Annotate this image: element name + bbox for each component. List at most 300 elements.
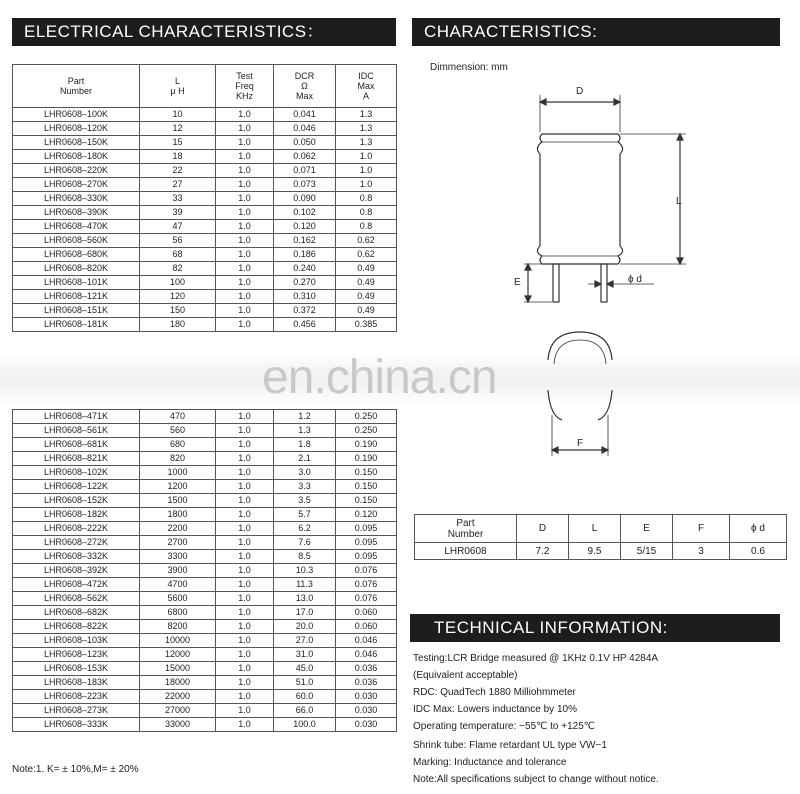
table-cell: LHR0608–150K [13, 136, 140, 150]
table-cell: 0.073 [274, 178, 336, 192]
table-cell: 1000 [140, 466, 216, 480]
table-cell: 1.0 [216, 276, 274, 290]
table-cell: 2.1 [274, 452, 336, 466]
table-row [13, 206, 397, 220]
dimension-table-header [415, 515, 787, 543]
electrical-table-top [12, 64, 397, 332]
table-cell: LHR0608–100K [13, 108, 140, 122]
watermark-text: en.china.cn [262, 351, 497, 404]
dim-cell: 9.5 [569, 543, 621, 560]
table-row [13, 718, 397, 732]
table-cell: 10 [140, 108, 216, 122]
table-cell: LHR0608–222K [13, 522, 140, 536]
table-cell: 1.0 [216, 424, 274, 438]
header-line: Freq [235, 81, 254, 91]
table-cell: 100.0 [274, 718, 336, 732]
table-cell: 20.0 [274, 620, 336, 634]
table-cell: 1.0 [216, 438, 274, 452]
table-cell: 1.3 [274, 424, 336, 438]
table-cell: 0.095 [336, 536, 397, 550]
table-row [13, 150, 397, 164]
table-cell: 1.3 [336, 108, 397, 122]
table-cell: 1.0 [216, 494, 274, 508]
table-cell: 0.190 [336, 438, 397, 452]
table-cell: 0.041 [274, 108, 336, 122]
dim-cell: 0.6 [730, 543, 787, 560]
table-cell: 56 [140, 234, 216, 248]
arrow-l-top [677, 134, 683, 140]
header-line: Max [357, 81, 375, 91]
table-cell: 180 [140, 318, 216, 332]
header-line: Ω [301, 81, 308, 91]
table-row [13, 410, 397, 424]
arrow-f-left [552, 447, 558, 453]
dim-cell: 7.2 [517, 543, 569, 560]
table-cell: 27 [140, 178, 216, 192]
table-cell: 0.8 [336, 220, 397, 234]
table-cell: 0.062 [274, 150, 336, 164]
table-cell: 0.8 [336, 192, 397, 206]
table-row [13, 178, 397, 192]
table-cell: 1.0 [216, 536, 274, 550]
header-line: μ H [170, 86, 185, 96]
table-cell: 0.385 [336, 318, 397, 332]
table-cell: 51.0 [274, 676, 336, 690]
table-cell: LHR0608–560K [13, 234, 140, 248]
table-row [13, 424, 397, 438]
table-cell: 6.2 [274, 522, 336, 536]
table-cell: 1.0 [216, 662, 274, 676]
table-cell: 0.150 [336, 480, 397, 494]
table-cell: 1.0 [216, 192, 274, 206]
table-cell: 0.120 [274, 220, 336, 234]
table-cell: 0.060 [336, 606, 397, 620]
table-cell: 39 [140, 206, 216, 220]
table-cell: 0.030 [336, 718, 397, 732]
table-cell: 0.250 [336, 424, 397, 438]
table-cell: LHR0608–101K [13, 276, 140, 290]
table-cell: 8.5 [274, 550, 336, 564]
label-d: D [576, 86, 584, 97]
table-cell: 0.046 [274, 122, 336, 136]
table-cell: 0.62 [336, 248, 397, 262]
table-cell: 0.060 [336, 620, 397, 634]
table-cell: 1.0 [216, 564, 274, 578]
table-cell: 1.0 [216, 136, 274, 150]
table-cell: 1.0 [336, 178, 397, 192]
table-cell: 1.0 [216, 704, 274, 718]
table-cell: 100 [140, 276, 216, 290]
table-cell: LHR0608–183K [13, 676, 140, 690]
table-cell: LHR0608–181K [13, 318, 140, 332]
table-cell: LHR0608–562K [13, 592, 140, 606]
dim-header-d: D [517, 515, 569, 543]
table-row [13, 122, 397, 136]
table-cell: 1.0 [216, 718, 274, 732]
table-cell: LHR0608–471K [13, 410, 140, 424]
table-cell: 1.0 [216, 206, 274, 220]
table-cell: 1.0 [216, 410, 274, 424]
top-view-arc-inner [554, 340, 606, 364]
dim-header-f: F [673, 515, 730, 543]
table-cell: LHR0608–152K [13, 494, 140, 508]
table-row [13, 676, 397, 690]
table-cell: 1.0 [216, 150, 274, 164]
table-cell: LHR0608–821K [13, 452, 140, 466]
table-cell: LHR0608–332K [13, 550, 140, 564]
table-cell: LHR0608–273K [13, 704, 140, 718]
table-cell: 1.0 [216, 262, 274, 276]
table-cell: 1.0 [216, 550, 274, 564]
table-cell: 560 [140, 424, 216, 438]
table-cell: 1.0 [216, 122, 274, 136]
table-cell: LHR0608–330K [13, 192, 140, 206]
table-cell: 1.8 [274, 438, 336, 452]
dim-header-part-number [415, 515, 517, 543]
table-cell: 0.095 [336, 550, 397, 564]
table-cell: 1.0 [216, 234, 274, 248]
table-cell: 12 [140, 122, 216, 136]
header-inductance [140, 65, 216, 108]
header-line: DCR [294, 71, 315, 81]
table-cell: 15000 [140, 662, 216, 676]
label-l: L [676, 196, 682, 207]
table-cell: 1.0 [216, 690, 274, 704]
table-cell: 47 [140, 220, 216, 234]
table-cell: 1.0 [216, 606, 274, 620]
table-cell: 0.240 [274, 262, 336, 276]
table-cell: LHR0608–122K [13, 480, 140, 494]
table-cell: 150 [140, 304, 216, 318]
table-cell: 0.372 [274, 304, 336, 318]
table-cell: 1.0 [216, 318, 274, 332]
table-cell: LHR0608–470K [13, 220, 140, 234]
table-cell: 1.0 [216, 290, 274, 304]
table-cell: 66.0 [274, 704, 336, 718]
arrow-e-bottom [525, 296, 531, 302]
table-cell: 1.0 [216, 508, 274, 522]
tolerance-note: Note:1. K= ± 10%,M= ± 20% [12, 764, 139, 775]
table-row [13, 480, 397, 494]
table-cell: 1500 [140, 494, 216, 508]
table-cell: LHR0608–820K [13, 262, 140, 276]
table-cell: LHR0608–272K [13, 536, 140, 550]
table-cell: LHR0608–180K [13, 150, 140, 164]
table-cell: 120 [140, 290, 216, 304]
table-cell: 3900 [140, 564, 216, 578]
arrow-d-left [540, 99, 546, 105]
table-cell: 1.2 [274, 410, 336, 424]
table-cell: 0.62 [336, 234, 397, 248]
table-cell: 0.050 [274, 136, 336, 150]
table-cell: 0.030 [336, 704, 397, 718]
dim-cell: LHR0608 [415, 543, 517, 560]
table-cell: LHR0608–102K [13, 466, 140, 480]
dim-cell: 3 [673, 543, 730, 560]
table-cell: 0.120 [336, 508, 397, 522]
header-line: L [174, 76, 180, 86]
table-cell: 1.0 [216, 164, 274, 178]
table-row [13, 704, 397, 718]
table-cell: 0.046 [336, 648, 397, 662]
characteristics-title: CHARACTERISTICS: [424, 22, 598, 41]
table-cell: 0.250 [336, 410, 397, 424]
table-cell: 1.0 [216, 178, 274, 192]
electrical-characteristics-banner [12, 18, 396, 46]
table-cell: 3.3 [274, 480, 336, 494]
inductor-dimension-drawing [490, 70, 710, 470]
header-line: Test [236, 71, 253, 81]
table-cell: 27000 [140, 704, 216, 718]
label-e: E [514, 277, 521, 288]
table-cell: 0.162 [274, 234, 336, 248]
table-cell: LHR0608–121K [13, 290, 140, 304]
dimension-unit-label: Dimmension: mm [430, 62, 508, 73]
table-row [13, 522, 397, 536]
top-view-arc-bottom-right [598, 390, 612, 420]
table-cell: 0.071 [274, 164, 336, 178]
table-row [13, 550, 397, 564]
tech-line-shrink-tube: Shrink tube: Flame retardant UL type VW−1 [413, 740, 607, 751]
arrow-f-right [602, 447, 608, 453]
table-row [13, 318, 397, 332]
table-cell: LHR0608–561K [13, 424, 140, 438]
table-cell: 7.6 [274, 536, 336, 550]
table-cell: 13.0 [274, 592, 336, 606]
table-cell: 68 [140, 248, 216, 262]
table-row [13, 108, 397, 122]
table-cell: 1.0 [216, 466, 274, 480]
table-cell: 680 [140, 438, 216, 452]
table-row [13, 592, 397, 606]
header-line: KHz [235, 91, 253, 101]
table-cell: LHR0608–103K [13, 634, 140, 648]
tech-line-note: Note:All specifications subject to change without notice. [413, 774, 659, 785]
table-cell: 0.186 [274, 248, 336, 262]
header-dcr [274, 65, 336, 108]
table-cell: 33000 [140, 718, 216, 732]
tech-line-marking: Marking: Inductance and tolerance [413, 757, 567, 768]
arrow-phi-d-right [607, 281, 613, 287]
table-row [13, 634, 397, 648]
table-cell: 0.076 [336, 564, 397, 578]
table-cell: 60.0 [274, 690, 336, 704]
table-row [13, 494, 397, 508]
table-cell: 0.49 [336, 262, 397, 276]
tech-line-temperature: Operating temperature: −55℃ to +125℃ [413, 721, 596, 732]
table-cell: 0.090 [274, 192, 336, 206]
table-cell: 0.150 [336, 466, 397, 480]
table-cell: 0.49 [336, 290, 397, 304]
table-cell: 3.5 [274, 494, 336, 508]
table-row [13, 620, 397, 634]
table-cell: 2200 [140, 522, 216, 536]
inductor-body [537, 134, 622, 264]
header-idc [336, 65, 397, 108]
table-cell: 0.030 [336, 690, 397, 704]
table-cell: 1.0 [336, 164, 397, 178]
tech-line-rdc: RDC: QuadTech 1880 Milliohmmeter [413, 687, 576, 698]
arrow-phi-d-left [595, 281, 601, 287]
table-cell: 1800 [140, 508, 216, 522]
table-cell: 82 [140, 262, 216, 276]
label-phi-d: ϕ d [628, 274, 642, 285]
table-cell: 1.3 [336, 136, 397, 150]
table-cell: 3300 [140, 550, 216, 564]
table-cell: LHR0608–220K [13, 164, 140, 178]
table-cell: 0.150 [336, 494, 397, 508]
table-cell: 1.0 [216, 220, 274, 234]
table-cell: 1.3 [336, 122, 397, 136]
table-cell: 12000 [140, 648, 216, 662]
table-cell: LHR0608–392K [13, 564, 140, 578]
dim-header-e: E [621, 515, 673, 543]
table-cell: 0.456 [274, 318, 336, 332]
table-cell: LHR0608–270K [13, 178, 140, 192]
table-cell: 1.0 [216, 592, 274, 606]
table-row [13, 452, 397, 466]
top-view-arc-outer [548, 332, 612, 360]
table-cell: 6800 [140, 606, 216, 620]
technical-information-banner [410, 614, 780, 642]
header-line: Max [295, 91, 313, 101]
dim-cell: 5/15 [621, 543, 673, 560]
header-line: IDC [358, 71, 374, 81]
table-cell: LHR0608–223K [13, 690, 140, 704]
table-cell: 4700 [140, 578, 216, 592]
table-cell: 0.095 [336, 522, 397, 536]
header-test-freq [216, 65, 274, 108]
table-cell: 0.102 [274, 206, 336, 220]
table-cell: 0.310 [274, 290, 336, 304]
table-cell: LHR0608–390K [13, 206, 140, 220]
table-row [13, 564, 397, 578]
table-row [13, 466, 397, 480]
dimension-table [414, 514, 787, 560]
table-cell: 0.190 [336, 452, 397, 466]
table-cell: 0.270 [274, 276, 336, 290]
table-row [13, 648, 397, 662]
table-cell: 10000 [140, 634, 216, 648]
table-cell: 1.0 [216, 108, 274, 122]
table-cell: 0.076 [336, 592, 397, 606]
dim-header-phi-d: ϕ d [730, 515, 787, 543]
table-cell: 33 [140, 192, 216, 206]
header-part-number [13, 65, 140, 108]
table-row [13, 508, 397, 522]
table-cell: 1.0 [336, 150, 397, 164]
table-cell: 15 [140, 136, 216, 150]
table-row [13, 536, 397, 550]
arrow-l-bottom [677, 258, 683, 264]
table-cell: 0.8 [336, 206, 397, 220]
table-row [13, 164, 397, 178]
table-cell: 10.3 [274, 564, 336, 578]
table-cell: LHR0608–682K [13, 606, 140, 620]
table-cell: LHR0608–153K [13, 662, 140, 676]
label-f: F [577, 438, 584, 449]
table-cell: 17.0 [274, 606, 336, 620]
lead-left [553, 264, 559, 302]
table-cell: 0.49 [336, 276, 397, 290]
table-cell: 1.0 [216, 578, 274, 592]
dim-header-l: L [569, 515, 621, 543]
header-line: Number [447, 528, 484, 540]
table-cell: 0.076 [336, 578, 397, 592]
table-cell: LHR0608–472K [13, 578, 140, 592]
table-cell: 1200 [140, 480, 216, 494]
table-cell: 0.036 [336, 662, 397, 676]
table-cell: 820 [140, 452, 216, 466]
header-line: Part [67, 76, 85, 86]
table-cell: 45.0 [274, 662, 336, 676]
table-row [13, 290, 397, 304]
table-cell: 1.0 [216, 248, 274, 262]
table-cell: 1.0 [216, 634, 274, 648]
table-row [13, 262, 397, 276]
table-row [13, 136, 397, 150]
table-cell: LHR0608–681K [13, 438, 140, 452]
arrow-e-top [525, 264, 531, 270]
table-row [13, 606, 397, 620]
table-cell: 1.0 [216, 620, 274, 634]
technical-information-title: TECHNICAL INFORMATION: [434, 618, 668, 637]
table-row [13, 220, 397, 234]
table-header-row [13, 65, 397, 108]
table-cell: LHR0608–123K [13, 648, 140, 662]
table-cell: 0.046 [336, 634, 397, 648]
table-row [13, 438, 397, 452]
table-cell: 1.0 [216, 480, 274, 494]
table-cell: 27.0 [274, 634, 336, 648]
table-cell: 8200 [140, 620, 216, 634]
table-row [13, 276, 397, 290]
table-cell: 5.7 [274, 508, 336, 522]
lead-right [601, 264, 607, 302]
header-line: A [362, 91, 369, 101]
table-cell: 18000 [140, 676, 216, 690]
header-line: Part [456, 517, 475, 529]
header-line: Number [59, 86, 92, 96]
tech-line-testing: Testing:LCR Bridge measured @ 1KHz 0.1V HP 4284A [413, 653, 659, 664]
table-cell: 1.0 [216, 676, 274, 690]
table-cell: 1.0 [216, 304, 274, 318]
table-row [13, 234, 397, 248]
table-cell: LHR0608–182K [13, 508, 140, 522]
table-cell: LHR0608–822K [13, 620, 140, 634]
table-cell: 1.0 [216, 522, 274, 536]
table-cell: 31.0 [274, 648, 336, 662]
top-view-arc-bottom-left [548, 390, 562, 420]
table-cell: LHR0608–333K [13, 718, 140, 732]
table-cell: 1.0 [216, 648, 274, 662]
table-cell: 1.0 [216, 452, 274, 466]
tech-line-equivalent: (Equivalent acceptable) [413, 670, 518, 681]
table-row [13, 248, 397, 262]
table-cell: LHR0608–680K [13, 248, 140, 262]
table-cell: 11.3 [274, 578, 336, 592]
table-row [13, 662, 397, 676]
tech-line-idc: IDC Max: Lowers inductance by 10% [413, 704, 577, 715]
table-cell: 22 [140, 164, 216, 178]
characteristics-banner [412, 18, 780, 46]
table-cell: 22000 [140, 690, 216, 704]
arrow-d-right [614, 99, 620, 105]
table-row [13, 578, 397, 592]
table-row [13, 304, 397, 318]
table-cell: 2700 [140, 536, 216, 550]
table-cell: 470 [140, 410, 216, 424]
